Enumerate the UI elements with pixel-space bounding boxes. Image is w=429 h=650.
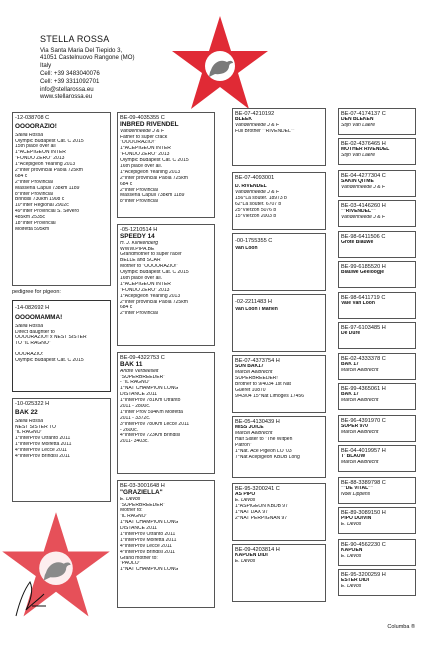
info-line: 2°Inter provincial Paola 725km: [120, 175, 188, 181]
breeder: E. Devos: [235, 558, 256, 564]
breeder: Vandenheede J & F: [235, 189, 280, 195]
pigeon-name: SUPER 970: [341, 424, 368, 430]
email: info@stellarossa.eu: [40, 85, 94, 93]
info-line: 2°Inter Provincial: [120, 311, 158, 317]
info-line: 16th place over all.: [120, 275, 162, 281]
pigeon-name: KAPOEN DIDI: [235, 553, 268, 559]
ggp-card-14: [338, 507, 416, 534]
pigeon-name: BAK 17: [341, 362, 359, 368]
info-line: 1°NAT CHAMPION LONG: [120, 567, 179, 573]
info-line: 684 c: [15, 173, 28, 179]
pigeon-name: ""DE VITAL"": [341, 486, 373, 492]
ring-number: -12-038708 C: [15, 114, 50, 121]
dam-dam-sire-card: [232, 483, 326, 541]
breeder: Vandenheede J & F: [235, 122, 280, 128]
pigeon-name: BAK 22: [15, 409, 38, 417]
pigeon-name: SAKIN QITME: [341, 179, 374, 185]
ring-number: BE-95-3200259 H: [341, 571, 386, 578]
breeder: Marcel Aelbrecht: [341, 367, 379, 373]
ring-number: BE-07-4373754 H: [235, 357, 280, 364]
pigeon-name: DEN BLEKEN: [341, 117, 374, 123]
breeder-header: [40, 34, 170, 101]
ring-number: -10-025322 H: [15, 400, 50, 407]
breeder: Van Loon: [235, 246, 258, 252]
pigeon-name: OOOORAZIO!: [15, 123, 57, 131]
pigeon-name: ""RIVENDEL"": [341, 209, 376, 215]
info-line: Mother to:: [120, 508, 143, 514]
ggp-card-13: [338, 477, 416, 504]
pigeon-name: SPEEDY 14: [120, 233, 155, 241]
info-line: SUPERBREEDER!: [235, 375, 278, 381]
ggp-card-1: [338, 108, 416, 135]
pigeon-name: BAK 11: [120, 361, 143, 369]
pigeon-name: De Dure: [341, 331, 361, 337]
ring-number: BE-97-6103485 H: [341, 324, 386, 331]
info-line: Gueret 10870: [235, 387, 266, 393]
info-line: 1°InterProv Molfetta 2011: [15, 442, 72, 448]
dam-sire-card: [117, 352, 215, 474]
ring-number: BE-04-4019957 H: [341, 447, 386, 454]
pigeon-name: MOTHER RIVENDEL: [341, 147, 390, 153]
ring-number: BE-09-4203814 H: [235, 546, 280, 553]
pigeon-name: KAPOEN: [341, 548, 363, 554]
breeder: Stijn Van Laere: [341, 122, 376, 128]
pigeon-name: BAK 17: [341, 392, 359, 398]
dam-sire-dam-card: [232, 416, 326, 478]
dam-card: [12, 398, 111, 502]
info-line: 2011- 3403c.: [120, 439, 149, 445]
info-line: 2011 - 2800c.: [120, 403, 151, 409]
breeder: Marcel Aelbrecht: [341, 429, 379, 435]
ring-number: BE-04-4277304 C: [341, 172, 386, 179]
ring-number: BE-90-4562230 C: [341, 541, 386, 548]
info-line: 485km 2535c: [15, 215, 46, 221]
info-line: Olympic Budapest Cat. C 2015: [15, 138, 84, 144]
pigeon-name: ESTER DIDI: [341, 578, 370, 584]
ring-number: BE-03-4146260 H: [341, 202, 386, 209]
info-line: 1°InterProv Molfetta 2011: [120, 537, 177, 543]
info-line: 684 c: [120, 181, 133, 187]
info-line: 15th place over all: [15, 144, 56, 150]
info-line: OOOORAZIO!! x NEST SISTER: [15, 335, 87, 341]
info-line: 9/43/04 15°Nat Limoges 17456: [235, 393, 304, 399]
info-line: Half Sister to "The Witpen: [235, 436, 293, 442]
sire-sire-sire-card: [232, 108, 326, 166]
ring-number: BE-09-4035355 C: [120, 114, 165, 121]
info-line: 1°InterProv Otranto 2011: [15, 436, 71, 442]
pigeon-name: MISS JOICE: [235, 425, 264, 431]
address-country: Italy: [40, 62, 52, 70]
ring-number: BE-09-4322753 C: [120, 354, 165, 361]
info-line: "FONDO ZERO" 2013: [15, 156, 65, 162]
breeder: H. J. Klinkenberg: [120, 240, 159, 246]
breeder: E. Devos: [341, 521, 362, 527]
info-line: 1°Acepigeon Yearling 2013: [15, 162, 76, 168]
phone-1: Cell: +39 3483040076: [40, 69, 100, 77]
info-line: 1°ACEPIGEON INTER: [120, 146, 171, 152]
info-line: 156°La souter. 18973 b: [235, 195, 287, 201]
breeder: E. Devos: [235, 497, 256, 503]
breeder: Marcel Aelbrecht: [341, 459, 379, 465]
ggp-card-12: [338, 445, 416, 472]
ring-number: -00-1755355 C: [235, 237, 273, 244]
info-line: 1°Inter Prov 594Km Molfetta: [120, 409, 183, 415]
info-line: 1°NAT CHAMPION LONG: [120, 520, 179, 526]
info-line: "IL RAGNO": [120, 514, 148, 520]
pigeon-star-logo-icon: [170, 14, 270, 114]
ring-number: BE-96-4391970 C: [341, 417, 386, 424]
ring-number: BE-07-4174137 C: [341, 110, 386, 117]
info-line: Masseria Capuli 738km 1189: [15, 185, 80, 191]
pigeon-name: SON BAK17: [235, 364, 264, 370]
info-line: "SUPERBREEDER": [120, 502, 165, 508]
dam-dam-card: [117, 480, 215, 608]
ring-number: -05-1210514 H: [120, 226, 158, 233]
breeder: E. Devos: [341, 583, 362, 589]
breeder-name: STELLA ROSSA: [40, 34, 110, 44]
info-line: Grandmother to super racer: [120, 252, 182, 258]
breeder: Stijn Van Laere: [341, 152, 376, 158]
address-line-1: Via Santa Maria Del Tiepido 3,: [40, 46, 123, 54]
sire-dam-card: [117, 224, 215, 346]
ggp-card-16: [338, 569, 416, 596]
breeder: Stella Rossa: [15, 132, 44, 138]
info-line: 4°InterProv Lecce 2011: [120, 543, 172, 549]
info-line: 2°Inter Provincial: [120, 187, 158, 193]
info-line: DISTANCE 2011: [120, 526, 158, 532]
info-line: "FONDO ZERO" 2013: [120, 287, 170, 293]
info-line: 2011 - 3372c.: [120, 415, 151, 421]
info-line: 1°ACEPIGEON INTER: [120, 281, 171, 287]
footer-brand: Columba ®: [387, 624, 415, 630]
info-line: Molfetta 595km: [15, 226, 50, 232]
info-line: TO "IL RAGNO": [15, 341, 51, 347]
info-line: 2°Inter provincial Paola 725km: [120, 299, 188, 305]
info-line: 18°Inter Provincial: [15, 221, 56, 226]
info-line: 1°ACEPIGEON INTER: [15, 150, 66, 156]
info-line: 2°NAT PERPIGNAN 97: [235, 515, 288, 521]
ggp-card-8: [338, 322, 416, 349]
breeder: E. Devos: [120, 496, 141, 502]
breeder: Andre Verbeeselt: [120, 368, 159, 374]
info-line: 25°Vierzon 5076 b: [235, 207, 277, 213]
pigeon-name: "GRAZIELLA": [120, 489, 163, 497]
ggp-card-15: [338, 539, 416, 566]
breeder: Noel Lippens: [341, 491, 371, 497]
ring-number: BE-89-3089150 H: [341, 509, 386, 516]
info-line: Brindisi 730km 1908 c: [15, 197, 65, 203]
pigeon-name: PIPO DUIVIN: [341, 516, 372, 522]
breeder: Stella Rossa: [15, 323, 44, 329]
ggp-card-2: [338, 138, 416, 165]
info-line: 15°Vierzon 2003 b: [235, 213, 277, 219]
ring-number: BE-07-4210192: [235, 110, 275, 117]
info-line: Grand mother to:: [120, 555, 158, 561]
breeder: Marcel Aelbrecht: [235, 430, 273, 436]
breeder: Van Loon / Marien: [235, 307, 278, 313]
info-line: - 2600c.: [120, 427, 139, 433]
info-line: 1°InterProv Otranto 2011: [120, 531, 176, 537]
ring-number: BE-98-6411719 C: [341, 294, 386, 301]
ggp-card-7: [338, 292, 416, 319]
info-line: 1°ASPIGEON KBDB 97: [235, 503, 288, 509]
breeder: Marcel Aelbrecht: [341, 397, 379, 403]
sire-sire-card: [117, 112, 215, 218]
info-line: 49°Inter Provincial S. Severo: [15, 209, 79, 215]
info-line: 4°InterProv Brindisi 2011: [120, 549, 175, 555]
info-line: 8°Inter Provincial: [15, 191, 53, 197]
breeder: Vandenheede J & F: [341, 214, 386, 220]
info-line: 8°Inter Provincial: [120, 199, 158, 205]
ggp-card-10: [338, 383, 416, 410]
breeder: Vandenheede J & F: [341, 184, 386, 190]
sire-dam-sire-card: [232, 233, 326, 291]
info-line: WWW.PIPA.BE: [120, 246, 155, 252]
info-line: 1°NAT DAX 97: [235, 509, 268, 515]
pigeon-name: D. RIVENDEL: [235, 184, 267, 190]
pigeon-name: OOOOMAMMA!: [15, 314, 63, 322]
ring-number: -14-082692 H: [15, 304, 50, 311]
pigeon-name: Grote Blauwe: [341, 240, 374, 246]
info-line: DISTANCE 2011: [120, 392, 158, 398]
phone-2: Cell: +39 3311092701: [40, 77, 100, 85]
info-line: 3°InterProv 780Km Lecce 2011: [120, 421, 190, 427]
ggp-card-9: [338, 353, 416, 380]
info-line: Father to super crack: [120, 134, 168, 140]
ggp-card-4: [338, 200, 416, 227]
pigeon-card: [12, 300, 111, 392]
info-line: Direct daughter to: [15, 329, 55, 335]
sire-dam-dam-card: [232, 294, 326, 352]
info-line: 1°NAT CHAMPION LONG: [120, 386, 179, 392]
info-line: 10°Inter Regional 2902c: [15, 203, 69, 209]
sire-card: [12, 112, 111, 286]
ggp-card-6: [338, 261, 416, 288]
pedigree-label: pedigree for pigeon:: [12, 289, 61, 295]
ring-number: BE-99-6185520 H: [341, 263, 386, 270]
pigeon-name: BLEEK: [235, 117, 252, 123]
info-line: Olympic Budapest Cat. C 2015: [120, 270, 189, 276]
ring-number: BE-88-3389798 C: [341, 479, 386, 486]
info-line: Olympic Budapest Cat. C 2015: [15, 358, 84, 364]
pigeon-name: T' BLAUW: [341, 454, 366, 460]
info-line: "OOOORAZIO!": [120, 140, 156, 146]
ring-number: BE-02-4333378 C: [341, 355, 386, 362]
signature-icon: [12, 560, 52, 620]
ggp-card-5: [338, 231, 416, 258]
info-line: Masseria Capuli 738km 1189: [120, 193, 185, 199]
ring-number: BE-05-4130439 H: [235, 418, 280, 425]
info-line: 1°Acepigeon Yearling 2013: [120, 293, 181, 299]
info-line: 1°Nat. Ace Pigeon LO '03: [235, 448, 292, 454]
info-line: 2°Inter Provincial: [15, 179, 53, 185]
info-line: Brother to 9/4034 1st Nat: [235, 381, 291, 387]
ring-number: BE-98-6411506 C: [341, 233, 386, 240]
info-line: OOORAZIO:: [15, 352, 44, 358]
ring-number: BE-95-3200241 C: [235, 485, 280, 492]
info-line: BELLE and SCAR: [120, 258, 161, 264]
info-line: 4°InterProv Brindisi 2011: [15, 453, 70, 459]
dam-dam-dam-card: [232, 544, 326, 602]
ring-number: -02-2211483 H: [235, 298, 272, 305]
info-line: 4°InterProv Lecce 2011: [15, 448, 67, 454]
info-line: Olympic Budapest Cat. C 2015: [120, 158, 189, 164]
info-line: 1°InterProv 781Km Otranto: [120, 398, 181, 404]
pigeon-name: Vale Van Loon: [341, 301, 375, 307]
info-line: Patron": [235, 442, 252, 448]
info-line: Mother to "OOOORAZIO!": [120, 264, 179, 270]
info-line: 684 c: [120, 305, 133, 311]
sire-sire-dam-card: [232, 172, 326, 230]
info-line: 1°Acepigeon Yearling 2013: [120, 169, 181, 175]
breeder: Vandenheede J & F: [120, 128, 165, 134]
ggp-card-3: [338, 170, 416, 197]
pigeon-name: Blauwe Geeloogje: [341, 270, 385, 276]
ring-number: BE-02-4376465 H: [341, 140, 386, 147]
ring-number: BE-99-4365061 H: [341, 385, 386, 392]
pigeon-name: AS PIPO: [235, 492, 256, 498]
breeder: Stella Rossa: [15, 418, 44, 424]
ring-number: BE-07-4093001: [235, 174, 275, 181]
info-line: 62°La souter. 6707 b: [235, 201, 282, 207]
breeder: Marcel Aelbrecht: [235, 369, 273, 375]
breeder: E. Devos: [341, 553, 362, 559]
info-line: "FONDO ZERO" 2013: [120, 152, 170, 158]
address-line-2: 41051 Castelnuovo Rangone (MO): [40, 54, 135, 62]
info-line: NEST SISTER TO: [15, 424, 56, 430]
ring-number: BE-03-3001648 H: [120, 482, 165, 489]
info-line: "IL RAGNO": [15, 430, 43, 436]
info-line: - "IL RAGNO": [120, 380, 151, 386]
pigeon-name: INBRED RIVENDEL: [120, 121, 179, 129]
info-line: 4°InterProv 723Km Brindisi: [120, 433, 181, 439]
info-line: 2°Inter provincial Paola 725km: [15, 167, 83, 173]
dam-sire-sire-card: [232, 355, 326, 413]
ggp-card-11: [338, 415, 416, 442]
website: www.stellarossa.eu: [40, 93, 93, 101]
info-line: Full Brother ""RIVENDEL"": [235, 128, 295, 134]
info-line: 7°Nat Acepigeon KBDB Long: [235, 454, 300, 460]
info-line: "SUPERBREEDER": [120, 374, 165, 380]
info-line: 16th place over all.: [120, 163, 162, 169]
info-line: "PAOLO": [120, 561, 141, 567]
